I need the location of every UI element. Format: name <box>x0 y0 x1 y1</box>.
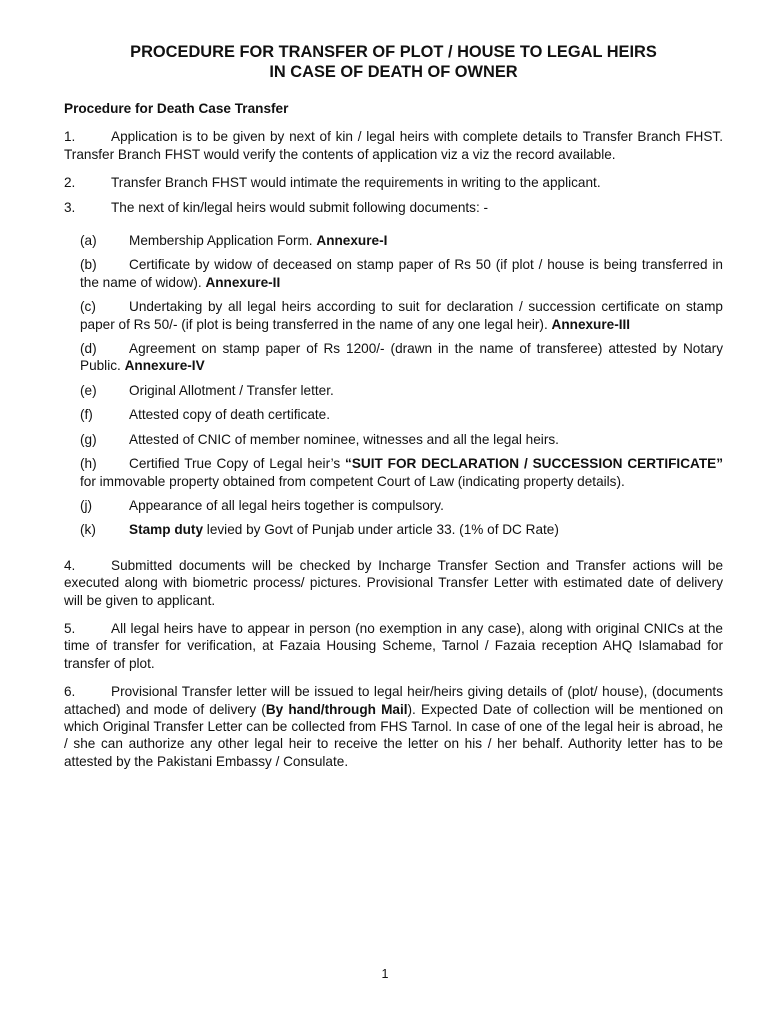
item-text: for immovable property obtained from competent Court of Law (indicating property details). <box>80 473 625 489</box>
item-text: Certificate by widow of deceased on stamp paper of Rs 50 (if plot / house is being transferred in the name of widow). <box>80 257 723 290</box>
item-label: (g) <box>80 431 97 447</box>
paragraph-text: ). Expected Date of collection will be mentioned on which Original Transfer Letter can be collected from FHS Tarnol. In case of one of the legal heir is abroad, he / she can authorize any other legal heir to receive the letter on his / her behalf. Authority letter has to be attested by the Pakistani Embassy / Consulate. <box>64 701 724 769</box>
delivery-mode: By hand/through Mail <box>265 701 408 717</box>
item-label: (d) <box>80 341 97 357</box>
item-text: Original Allotment / Transfer letter. <box>129 382 334 398</box>
item-text: levied by Govt of Punjab under article 33. (1% of DC Rate) <box>203 522 559 538</box>
list-item <box>80 340 723 375</box>
annexure-ref: Annexure-I <box>316 233 388 249</box>
documents-list <box>80 232 723 539</box>
page-number: 1 <box>381 967 389 981</box>
list-item <box>80 382 723 399</box>
item-text: Attested of CNIC of member nominee, witnesses and all the legal heirs. <box>129 431 559 447</box>
list-item <box>80 431 723 448</box>
list-item <box>80 406 723 423</box>
paragraph-number: 4. <box>64 557 76 573</box>
item-label: (b) <box>80 257 97 273</box>
annexure-ref: Annexure-IV <box>124 358 205 374</box>
title-line-2: IN CASE OF DEATH OF OWNER <box>269 63 518 81</box>
list-item <box>80 232 723 249</box>
paragraph-text: Submitted documents will be checked by Incharge Transfer Section and Transfer actions will be executed along with biometric process/ pictures. Provisional Transfer Letter with estimated date of delivery will be given to applicant. <box>64 557 723 608</box>
paragraph-4 <box>64 557 723 609</box>
list-item <box>80 497 723 514</box>
stamp-duty-label: Stamp duty <box>129 522 204 538</box>
section-heading: Procedure for Death Case Transfer <box>64 101 289 116</box>
annexure-ref: Annexure-III <box>551 316 631 332</box>
paragraph-6 <box>64 683 723 770</box>
list-item <box>80 455 723 490</box>
paragraph-text: The next of kin/legal heirs would submit following documents: - <box>111 199 489 215</box>
paragraph-1 <box>64 128 723 163</box>
certificate-title: “SUIT FOR DECLARATION / SUCCESSION CERTIFICATE” <box>345 456 723 472</box>
item-text: Agreement on stamp paper of Rs 1200/- (drawn in the name of transferee) attested by Notary Public. <box>80 341 723 374</box>
list-item <box>80 521 723 538</box>
item-text: Certified True Copy of Legal heir’s <box>129 456 346 472</box>
paragraph-text: Transfer Branch FHST would intimate the requirements in writing to the applicant. <box>111 175 601 191</box>
document-page <box>64 42 723 770</box>
list-item <box>80 256 723 291</box>
paragraph-number: 2. <box>64 175 76 191</box>
paragraph-text: Provisional Transfer letter will be issued to legal heir/heirs giving details of (plot/ house), (documents attached) and mode of delivery ( <box>64 684 723 717</box>
paragraph-number: 1. <box>64 129 76 145</box>
item-label: (h) <box>80 456 97 472</box>
item-text: Attested copy of death certificate. <box>129 407 330 423</box>
item-label: (c) <box>80 299 96 315</box>
item-label: (k) <box>80 522 96 538</box>
paragraph-3 <box>64 199 723 216</box>
paragraph-number: 6. <box>64 684 76 700</box>
paragraph-number: 5. <box>64 620 76 636</box>
item-label: (f) <box>80 407 93 423</box>
item-label: (e) <box>80 382 97 398</box>
paragraph-5 <box>64 620 723 672</box>
page-title <box>64 42 723 82</box>
title-line-1: PROCEDURE FOR TRANSFER OF PLOT / HOUSE TO LEGAL HEIRS <box>130 43 657 61</box>
item-text: Undertaking by all legal heirs according to suit for declaration / succession certificate on stamp paper of Rs 50/- (if plot is being transferred in the name of any one legal heir). <box>80 299 723 332</box>
item-text: Membership Application Form. <box>129 233 317 249</box>
paragraph-number: 3. <box>64 199 76 215</box>
paragraph-2 <box>64 174 723 191</box>
item-label: (a) <box>80 233 97 249</box>
paragraph-text: Application is to be given by next of kin / legal heirs with complete details to Transfer Branch FHST. Transfer Branch FHST would verify the contents of application viz a viz the record available. <box>64 129 723 162</box>
paragraph-text: All legal heirs have to appear in person (no exemption in any case), along with original CNICs at the time of transfer for verification, at Fazaia Housing Scheme, Tarnol / Fazaia reception AHQ Islamabad for transfer of plot. <box>64 620 723 671</box>
list-item <box>80 298 723 333</box>
item-label: (j) <box>80 497 93 513</box>
annexure-ref: Annexure-II <box>205 274 281 290</box>
item-text: Appearance of all legal heirs together is compulsory. <box>129 497 444 513</box>
